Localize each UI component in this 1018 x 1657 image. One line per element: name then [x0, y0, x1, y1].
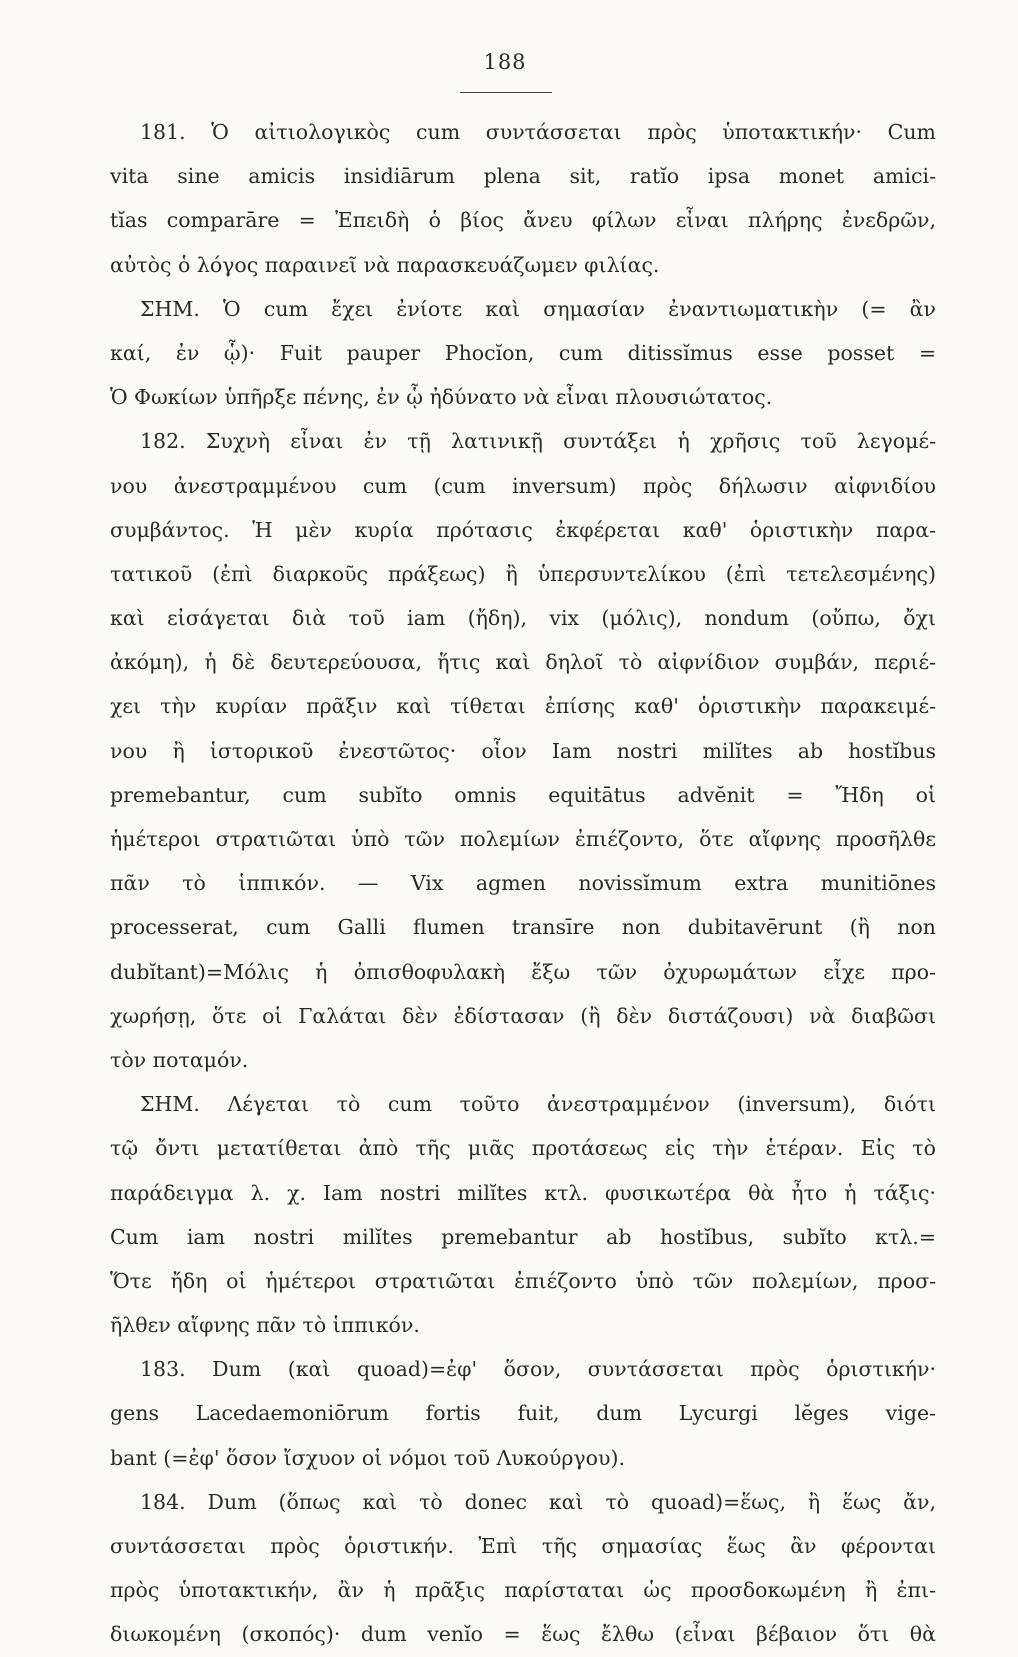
- text-line: τῷ ὄντι μετατίθεται ἀπὸ τῆς μιᾶς προτάσεως εἰς τὴν ἑτέραν. Εἰς τὸ: [110, 1136, 936, 1161]
- text-line: χει τὴν κυρίαν πρᾶξιν καὶ τίθεται ἐπίσης καθ' ὁριστικὴν παρακειμέ-: [110, 694, 936, 719]
- text-line: συμβάντος. Ἡ μὲν κυρία πρότασις ἐκφέρεται καθ' ὁριστικὴν παρα-: [110, 517, 936, 542]
- text-line: Cum iam nostri milĭtes premebantur ab hostĭbus, subĭto κτλ.=: [110, 1224, 936, 1249]
- text-line: πρὸς ὑποτακτικήν, ἂν ἡ πρᾶξις παρίσταται ὡς προσδοκωμένη ἢ ἐπι-: [110, 1578, 936, 1603]
- text-line: ΣΗΜ. Ὁ cum ἔχει ἐνίοτε καὶ σημασίαν ἐναντιωματικὴν (= ἂν: [140, 296, 936, 321]
- text-line: παράδειγμα λ. χ. Iam nostri milĭtes κτλ. φυσικωτέρα θὰ ἦτο ἡ τάξις·: [110, 1180, 936, 1205]
- text-line: Ὁ Φωκίων ὑπῆρξε πένης, ἐν ᾧ ἠδύνατο νὰ εἶναι πλουσιώτατος.: [110, 385, 773, 410]
- text-line: ΣΗΜ. Λέγεται τὸ cum τοῦτο ἀνεστραμμένον (inversum), διότι: [140, 1092, 936, 1117]
- text-line: τατικοῦ (ἐπὶ διαρκοῦς πράξεως) ἢ ὑπερσυντελίκου (ἐπὶ τετελεσμένης): [110, 561, 936, 586]
- body-text: [110, 110, 936, 1657]
- text-line: 183. Dum (καὶ quoad)=ἐφ' ὅσον, συντάσσεται πρὸς ὁριστικήν·: [140, 1357, 936, 1382]
- text-line: ἡμέτεροι στρατιῶται ὑπὸ τῶν πολεμίων ἐπιέζοντο, ὅτε αἴφνης προσῆλθε: [110, 827, 936, 851]
- text-line: διωκομένη (σκοπός)· dum venĭo = ἕως ἔλθω (εἶναι βέβαιον ὅτι θὰ: [110, 1622, 936, 1647]
- text-line: χωρήσῃ, ὅτε οἱ Γαλάται δὲν ἐδίστασαν (ἢ δὲν διστάζουσι) νὰ διαβῶσι: [110, 1003, 936, 1028]
- text-line: καὶ εἰσάγεται διὰ τοῦ iam (ἤδη), vix (μόλις), nondum (οὔπω, ὄχι: [110, 606, 936, 631]
- text-line: ἀκόμη), ἡ δὲ δευτερεύουσα, ἥτις καὶ δηλοῖ τὸ αἰφνίδιον συμβάν, περιέ-: [110, 650, 936, 675]
- text-line: τὸν ποταμόν.: [110, 1047, 249, 1072]
- text-line: 184. Dum (ὅπως καὶ τὸ donec καὶ τὸ quoad)=ἕως, ἢ ἕως ἄν,: [140, 1489, 936, 1514]
- text-line: tĭas comparāre = Ἐπειδὴ ὁ βίος ἄνευ φίλων εἶναι πλήρης ἐνεδρῶν,: [110, 208, 936, 233]
- text-line: καί, ἐν ᾧ)· Fuit pauper Phocĭon, cum ditissĭmus esse posset =: [110, 340, 936, 365]
- text-line: bant (=ἐφ' ὅσον ἴσχυον οἱ νόμοι τοῦ Λυκούργου).: [110, 1445, 625, 1470]
- text-line: πᾶν τὸ ἱππικόν. — Vix agmen novissĭmum extra munitiōnes: [110, 871, 936, 896]
- text-line: vita sine amicis insidiārum plena sit, ratĭo ipsa monet amici-: [110, 164, 936, 189]
- text-line: συντάσσεται πρὸς ὁριστικήν. Ἐπὶ τῆς σημασίας ἕως ἂν φέρονται: [110, 1534, 936, 1558]
- text-line: Ὅτε ἤδη οἱ ἡμέτεροι στρατιῶται ἐπιέζοντο ὑπὸ τῶν πολεμίων, προσ-: [110, 1268, 936, 1293]
- text-line: premebantur, cum subĭto omnis equitātus advĕnit = Ἤδη οἱ: [110, 782, 936, 807]
- text-line: 182. Συχνὴ εἶναι ἐν τῇ λατινικῇ συντάξει ἡ χρῆσις τοῦ λεγομέ-: [140, 429, 936, 454]
- text-line: νου ἢ ἱστορικοῦ ἐνεστῶτος· οἷον Iam nostri milĭtes ab hostĭbus: [110, 738, 936, 763]
- text-line: processerat, cum Galli flumen transīre non dubitavērunt (ἢ non: [110, 915, 936, 940]
- text-line: dubĭtant)=Μόλις ἡ ὀπισθοφυλακὴ ἔξω τῶν ὀχυρωμάτων εἶχε προ-: [110, 959, 936, 984]
- page-number-rule: [460, 92, 552, 93]
- text-line: gens Lacedaemoniōrum fortis fuit, dum Lycurgi lĕges vige-: [110, 1401, 936, 1426]
- text-line: 181. Ὁ αἰτιολογικὸς cum συντάσσεται πρὸς ὑποτακτικήν· Cum: [140, 120, 936, 144]
- page-number: 188: [483, 50, 527, 74]
- text-line: νου ἀνεστραμμένου cum (cum inversum) πρὸς δήλωσιν αἰφνιδίου: [110, 473, 936, 498]
- text-line: αὐτὸς ὁ λόγος παραινεῖ νὰ παρασκευάζωμεν φιλίας.: [110, 252, 660, 277]
- text-line: ῆλθεν αἴφνης πᾶν τὸ ἱππικόν.: [110, 1313, 420, 1338]
